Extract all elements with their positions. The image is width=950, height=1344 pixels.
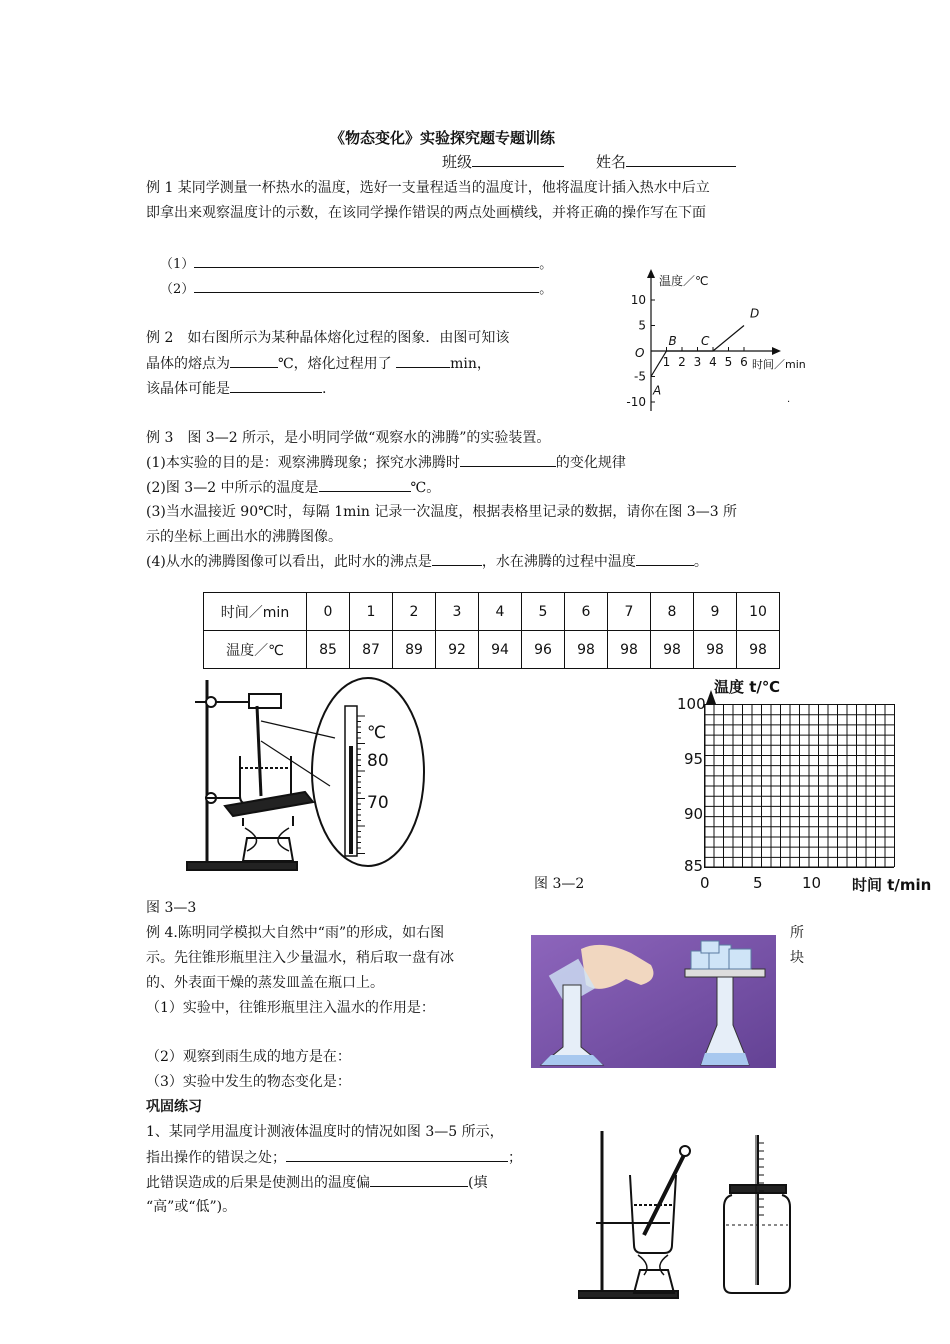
ex1-item1: （1） 。 [160, 253, 552, 275]
chart-dot: · [787, 397, 791, 408]
grid-ytick-85: 85 [684, 857, 704, 875]
ex3-q2: (2)图 3—2 中所示的温度是 ℃。 [146, 477, 440, 498]
melt-origin: O [635, 346, 645, 360]
table-cell-time: 10 [737, 593, 780, 631]
grid-ytick-90: 90 [684, 805, 704, 823]
table-cell-time: 1 [350, 593, 393, 631]
table-cell-time: 0 [307, 593, 350, 631]
x-axis-arrow [772, 347, 781, 355]
ex3-q3b: 示的坐标上画出水的沸腾图像。 [146, 529, 342, 545]
thermo-mark-80: 80 [367, 751, 389, 771]
table-cell-time: 5 [522, 593, 565, 631]
melt-xtick-label: 2 [678, 355, 686, 369]
table-cell-time: 9 [694, 593, 737, 631]
ex2-line3: 该晶体可能是 . [146, 378, 326, 399]
fig-3-3-caption: 图 3—3 [146, 900, 197, 916]
jar-lid [730, 1185, 786, 1193]
grid-xtick-10: 10 [802, 874, 822, 892]
ex2-substance-blank[interactable] [230, 378, 322, 393]
ex1-answer1[interactable] [194, 253, 539, 268]
class-label: 班级 [442, 153, 473, 171]
melt-xtick-label: 6 [740, 355, 748, 369]
grid-xtick-0: 0 [700, 874, 710, 892]
practice-line3: 此错误造成的后果是使测出的温度偏 (填 [146, 1172, 487, 1193]
practice-line4: “高”或“低”)。 [146, 1199, 237, 1215]
thermometer-in-beaker [257, 706, 261, 796]
table-cell-temp: 92 [436, 631, 479, 669]
ex1-line1: 例 1 某同学测量一杯热水的温度，选好一支量程适当的温度计，他将温度计插入热水中后立 [146, 180, 710, 196]
table-cell-time: 7 [608, 593, 651, 631]
ex4-line2-right: 块 [790, 950, 804, 966]
table-cell-time: 8 [651, 593, 694, 631]
melt-xtick-label: 3 [693, 355, 702, 369]
ex2-line1: 例 2 如右图所示为某种晶体熔化过程的图象．由图可知该 [146, 330, 510, 346]
table-cell-temp: 98 [694, 631, 737, 669]
table-row [204, 631, 780, 669]
boiling-apparatus-figure [185, 676, 530, 876]
table-cell-time: 6 [565, 593, 608, 631]
melt-point-label: D [750, 306, 760, 321]
practice-line2: 指出操作的错误之处； ； [146, 1147, 522, 1168]
melt-ytick-label: 5 [638, 318, 646, 333]
evaporating-dish [685, 969, 765, 977]
ex3-temp-change-blank[interactable] [636, 551, 694, 566]
ex2-melting-point-blank[interactable] [230, 353, 278, 368]
melt-xtick-label: 1 [662, 355, 671, 369]
melt-point-label: A [653, 383, 662, 398]
table-cell-temp: 87 [350, 631, 393, 669]
table-cell-temp: 98 [565, 631, 608, 669]
ex1-answer2[interactable] [194, 278, 539, 293]
clamp [249, 694, 281, 708]
grid-ylabel: 温度 t/℃ [714, 678, 781, 696]
table-cell-temp: 89 [393, 631, 436, 669]
name-field [596, 152, 736, 172]
thermometer-misuse-figure [578, 1125, 800, 1300]
grid-xlabel: 时间 t/min [852, 876, 932, 894]
asbestos-net [225, 792, 313, 816]
melting-chart [615, 265, 825, 417]
melt-xtick-label: 5 [724, 355, 733, 369]
ex3-q1-blank[interactable] [460, 452, 556, 467]
ex3-q4: (4)从水的沸腾图像可以看出，此时水的沸点是 ，水在沸腾的过程中温度 。 [146, 551, 708, 572]
thermo-unit: ℃ [367, 723, 387, 743]
ex4-line1: 例 4.陈明同学模拟大自然中“雨”的形成，如右图 [146, 925, 445, 941]
table-header-time: 时间／min [204, 593, 307, 631]
boiling-data-table [203, 592, 780, 669]
alcohol-lamp [634, 1270, 674, 1293]
table-cell-temp: 96 [522, 631, 565, 669]
thermo-mark-70: 70 [367, 793, 389, 813]
ex2-duration-blank[interactable] [396, 353, 450, 368]
practice-error-blank[interactable] [286, 1147, 508, 1162]
class-field [442, 152, 564, 172]
ex3-line1: 例 3 图 3—2 所示，是小明同学做“观察水的沸腾”的实验装置。 [146, 430, 551, 446]
name-label: 姓名 [596, 153, 627, 171]
ex1-line2: 即拿出来观察温度计的示数，在该同学操作错误的两点处画横线，并将正确的操作写在下面 [146, 205, 706, 221]
grid-ytick-100: 100 [677, 695, 706, 713]
ex4-q1: （1）实验中，往锥形瓶里注入温水的作用是： [146, 1000, 435, 1016]
ex4-line1-right: 所 [790, 925, 804, 941]
melt-xlabel: 时间／min [752, 358, 806, 371]
ex3-q3a: (3)当水温接近 90℃时，每隔 1min 记录一次温度，根据表格里记录的数据，请你在图 3—3 所 [146, 504, 738, 520]
table-cell-time: 3 [436, 593, 479, 631]
class-blank[interactable] [472, 152, 564, 167]
name-blank[interactable] [626, 152, 736, 167]
practice-heading: 巩固练习 [146, 1099, 202, 1115]
practice-line1: 1、某同学用温度计测液体温度时的情况如图 3—5 所示， [146, 1124, 504, 1140]
page-title: 《物态变化》实验探究题专题训练 [330, 129, 556, 147]
melt-ytick-label: -5 [634, 369, 646, 384]
table-cell-temp: 85 [307, 631, 350, 669]
table-cell-temp: 98 [737, 631, 780, 669]
grid-ytick-95: 95 [684, 750, 704, 768]
fig-3-2-caption: 图 3—2 [534, 876, 585, 892]
melt-ytick-label: -10 [626, 395, 646, 409]
grid-y-arrow [704, 686, 718, 706]
table-row [204, 593, 780, 631]
melt-ytick-label: 10 [630, 293, 646, 307]
ex4-line2: 示。先往锥形瓶里注入少量温水，稍后取一盘有冰 [146, 950, 454, 966]
y-axis-arrow [647, 269, 655, 278]
table-header-temp: 温度／℃ [204, 631, 307, 669]
boiling-graph-grid [704, 704, 895, 868]
table-cell-temp: 98 [651, 631, 694, 669]
ex4-line3: 的、外表面干燥的蒸发皿盖在瓶口上。 [146, 975, 384, 991]
ex3-q2-blank[interactable] [319, 477, 411, 492]
rain-experiment-image [531, 935, 776, 1068]
grid-xtick-5: 5 [753, 874, 763, 892]
melt-point-label: C [701, 334, 710, 348]
practice-result-blank[interactable] [370, 1172, 468, 1187]
ex3-q1: (1)本实验的目的是：观察沸腾现象；探究水沸腾时 的变化规律 [146, 452, 626, 473]
thermometer-zoom-circle [312, 678, 424, 866]
ex4-q2: （2）观察到雨生成的地方是在： [146, 1049, 351, 1065]
table-cell-temp: 98 [608, 631, 651, 669]
ex1-item2: （2） 。 [160, 278, 552, 300]
melt-xtick-label: 4 [709, 355, 717, 369]
ex4-q3: （3）实验中发生的物态变化是： [146, 1074, 351, 1090]
melt-ylabel: 温度／℃ [659, 274, 709, 288]
table-cell-temp: 94 [479, 631, 522, 669]
stand-base [187, 862, 297, 870]
table-cell-time: 2 [393, 593, 436, 631]
melt-point-label: B [668, 334, 677, 348]
ex2-line2: 晶体的熔点为 ℃，熔化过程用了 min， [146, 353, 491, 374]
ex3-boiling-point-blank[interactable] [432, 551, 482, 566]
table-cell-time: 4 [479, 593, 522, 631]
